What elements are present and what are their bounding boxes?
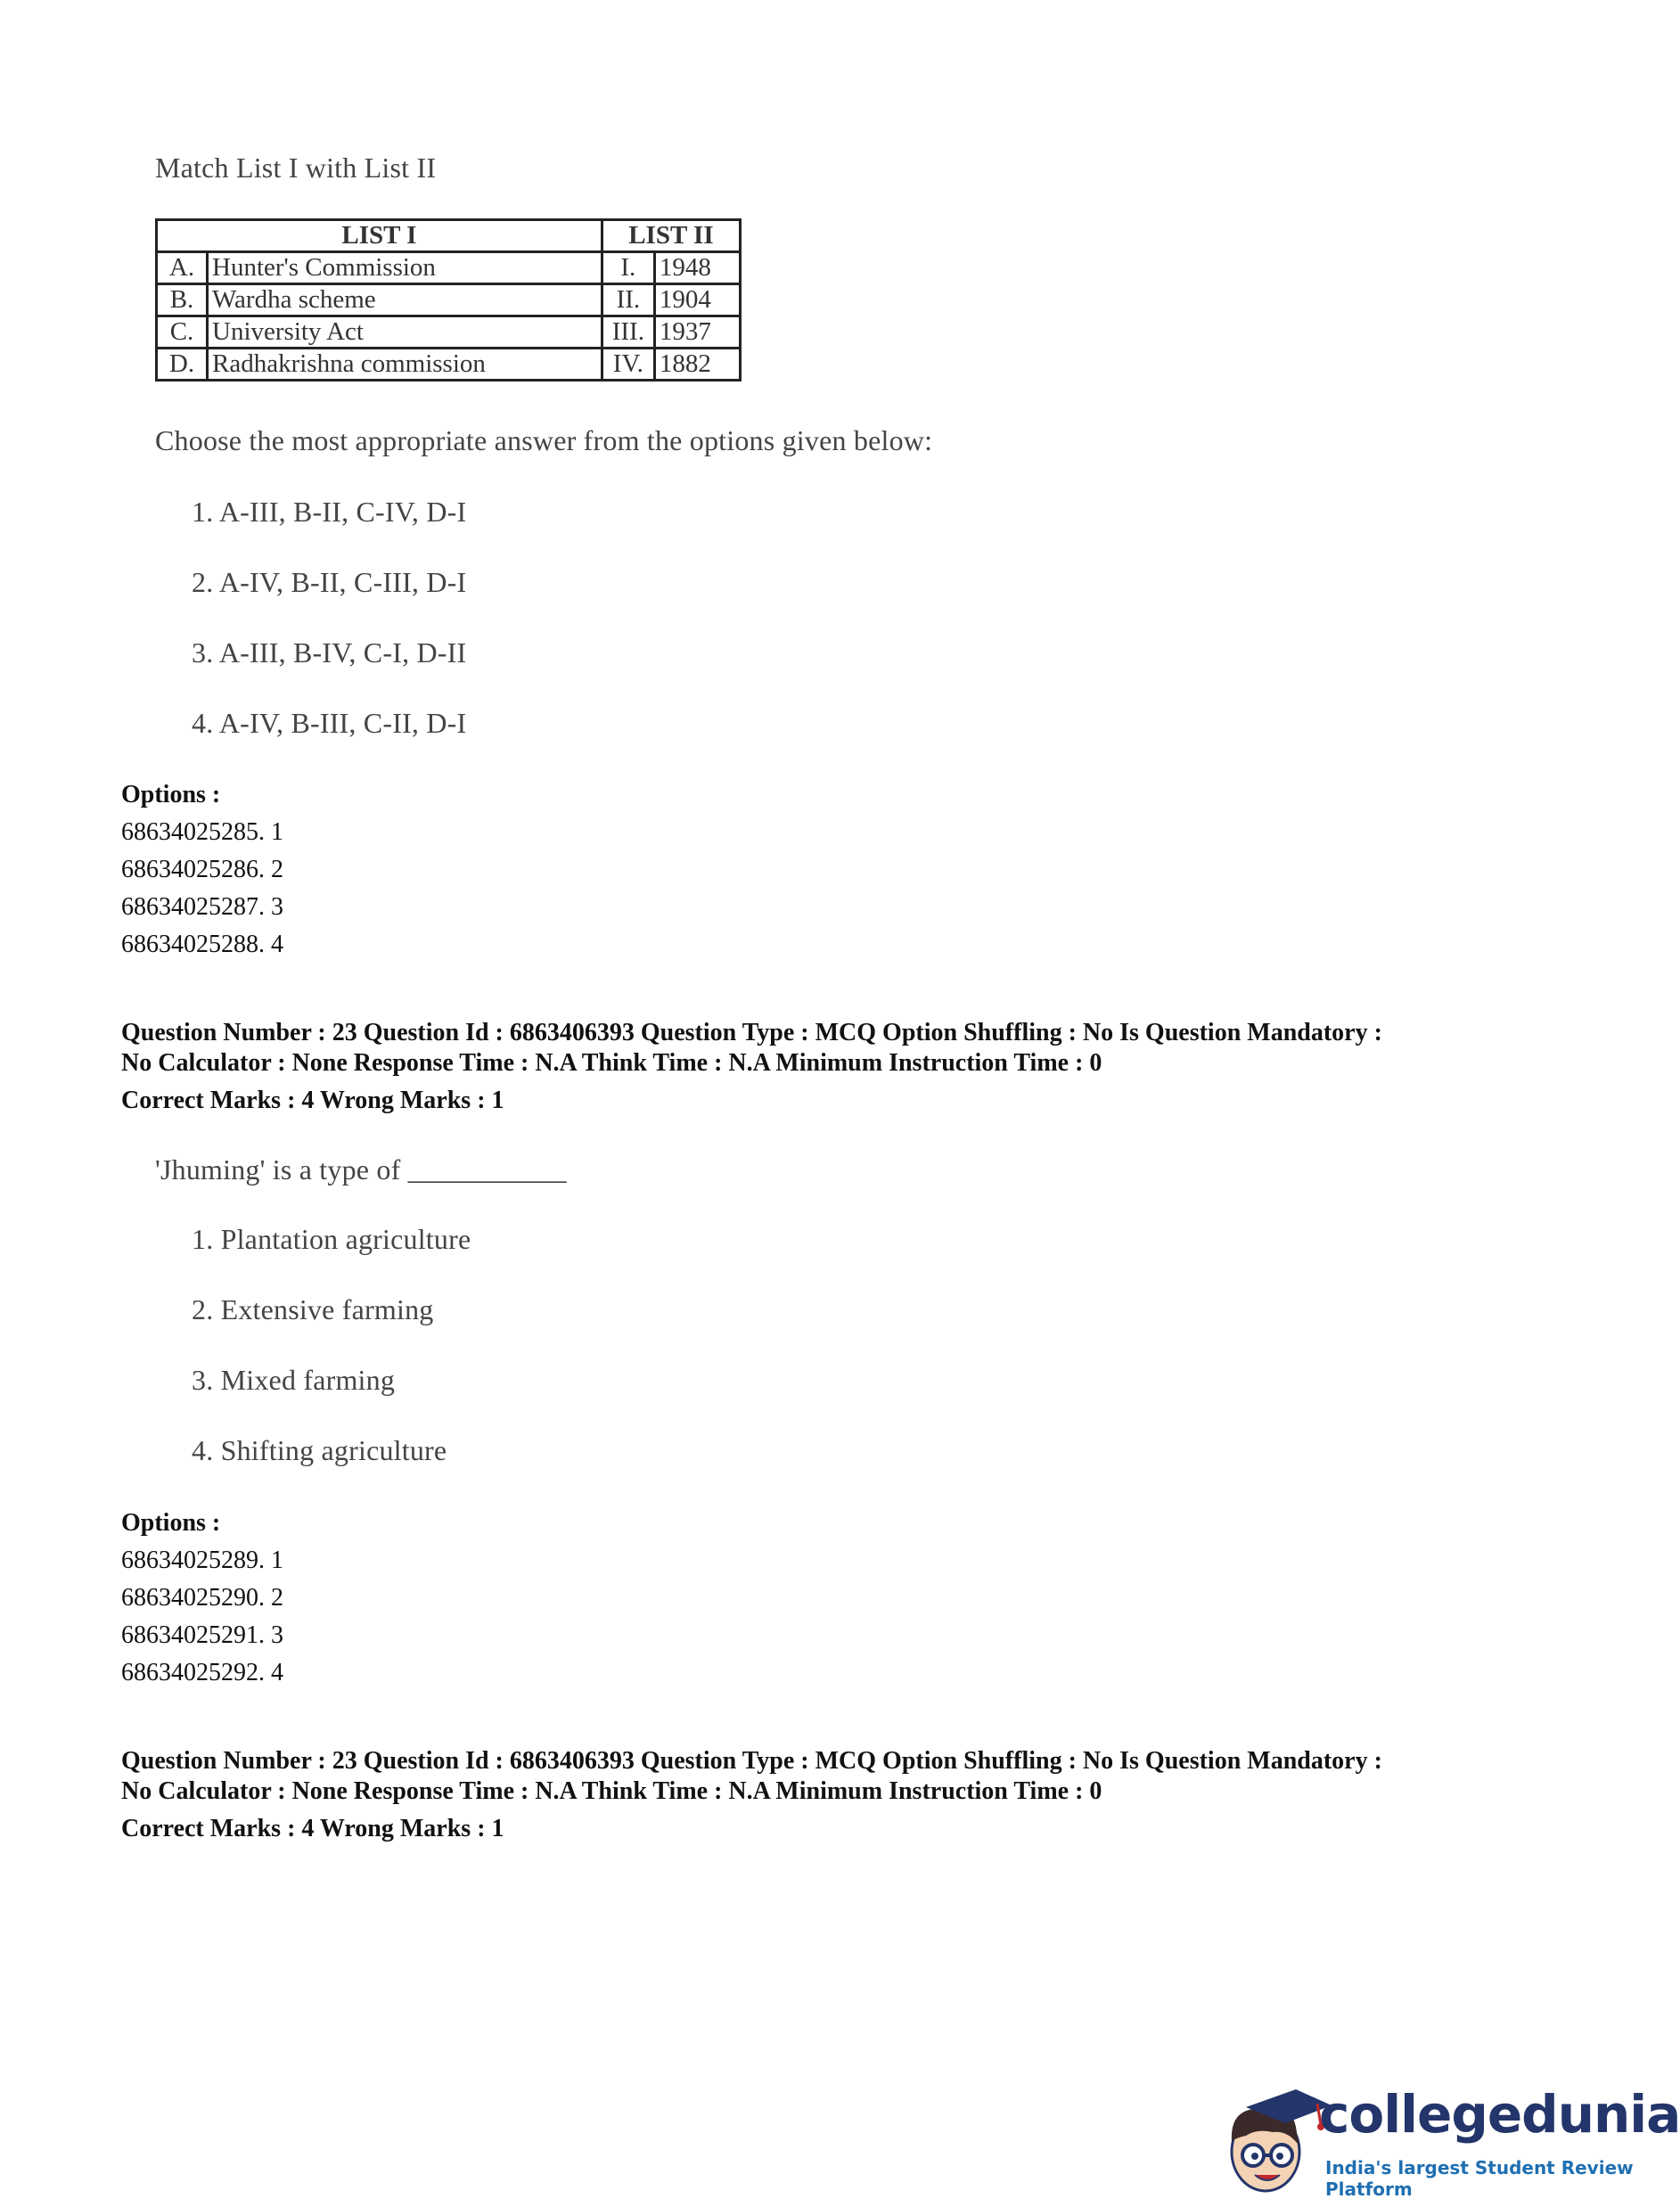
question-meta-line: Question Number : 23 Question Id : 6863406393 Question Type : MCQ Option Shuffling : No Is Question Mandatory : bbox=[121, 1019, 1382, 1046]
table-row bbox=[157, 252, 741, 284]
choice-2: 2. A-IV, B-II, C-III, D-I bbox=[192, 566, 467, 598]
choice-2: 2. Extensive farming bbox=[192, 1293, 434, 1325]
row-roman: III. bbox=[602, 316, 654, 349]
table-row bbox=[157, 284, 741, 316]
logo-wordmark: collegedunia bbox=[1319, 2084, 1680, 2145]
row-letter: D. bbox=[157, 349, 208, 381]
choice-3: 3. A-III, B-IV, C-I, D-II bbox=[192, 636, 467, 669]
row-roman: IV. bbox=[602, 349, 654, 381]
row-item: University Act bbox=[208, 316, 602, 349]
row-year: 1937 bbox=[654, 316, 740, 349]
row-roman: I. bbox=[602, 252, 654, 284]
list-ii-header: LIST II bbox=[602, 220, 740, 252]
options-label: Options : bbox=[121, 1509, 221, 1537]
option-id: 68634025286. 2 bbox=[121, 856, 283, 883]
choice-3: 3. Mixed farming bbox=[192, 1364, 396, 1396]
match-table bbox=[155, 218, 742, 382]
question-prompt: 'Jhuming' is a type of ___________ bbox=[155, 1153, 567, 1186]
choice-1: 1. A-III, B-II, C-IV, D-I bbox=[192, 496, 467, 528]
question-meta-line: No Calculator : None Response Time : N.A Think Time : N.A Minimum Instruction Time : 0 bbox=[121, 1049, 1102, 1077]
logo-tagline: India's largest Student Review Platform bbox=[1325, 2157, 1634, 2200]
option-id: 68634025291. 3 bbox=[121, 1621, 283, 1649]
option-id: 68634025289. 1 bbox=[121, 1547, 283, 1574]
option-id: 68634025285. 1 bbox=[121, 818, 283, 846]
row-item: Hunter's Commission bbox=[208, 252, 602, 284]
mascot-icon bbox=[1232, 2089, 1332, 2191]
table-row bbox=[157, 316, 741, 349]
option-id: 68634025290. 2 bbox=[121, 1584, 283, 1612]
choice-4: 4. A-IV, B-III, C-II, D-I bbox=[192, 707, 467, 739]
question-instruction: Choose the most appropriate answer from the options given below: bbox=[155, 424, 933, 456]
row-year: 1904 bbox=[654, 284, 740, 316]
question-meta-line: No Calculator : None Response Time : N.A Think Time : N.A Minimum Instruction Time : 0 bbox=[121, 1777, 1102, 1805]
marks-line: Correct Marks : 4 Wrong Marks : 1 bbox=[121, 1087, 504, 1114]
row-roman: II. bbox=[602, 284, 654, 316]
row-year: 1882 bbox=[654, 349, 740, 381]
row-item: Radhakrishna commission bbox=[208, 349, 602, 381]
option-id: 68634025287. 3 bbox=[121, 893, 283, 921]
row-letter: B. bbox=[157, 284, 208, 316]
list-i-header: LIST I bbox=[157, 220, 602, 252]
choice-1: 1. Plantation agriculture bbox=[192, 1223, 471, 1255]
choice-4: 4. Shifting agriculture bbox=[192, 1434, 447, 1466]
marks-line: Correct Marks : 4 Wrong Marks : 1 bbox=[121, 1815, 504, 1842]
row-letter: C. bbox=[157, 316, 208, 349]
row-year: 1948 bbox=[654, 252, 740, 284]
option-id: 68634025288. 4 bbox=[121, 931, 283, 958]
table-row bbox=[157, 349, 741, 381]
question-prompt: Match List I with List II bbox=[155, 152, 437, 184]
options-label: Options : bbox=[121, 781, 221, 808]
row-letter: A. bbox=[157, 252, 208, 284]
option-id: 68634025292. 4 bbox=[121, 1659, 283, 1686]
row-item: Wardha scheme bbox=[208, 284, 602, 316]
question-meta-line: Question Number : 23 Question Id : 6863406393 Question Type : MCQ Option Shuffling : No Is Question Mandatory : bbox=[121, 1747, 1382, 1775]
